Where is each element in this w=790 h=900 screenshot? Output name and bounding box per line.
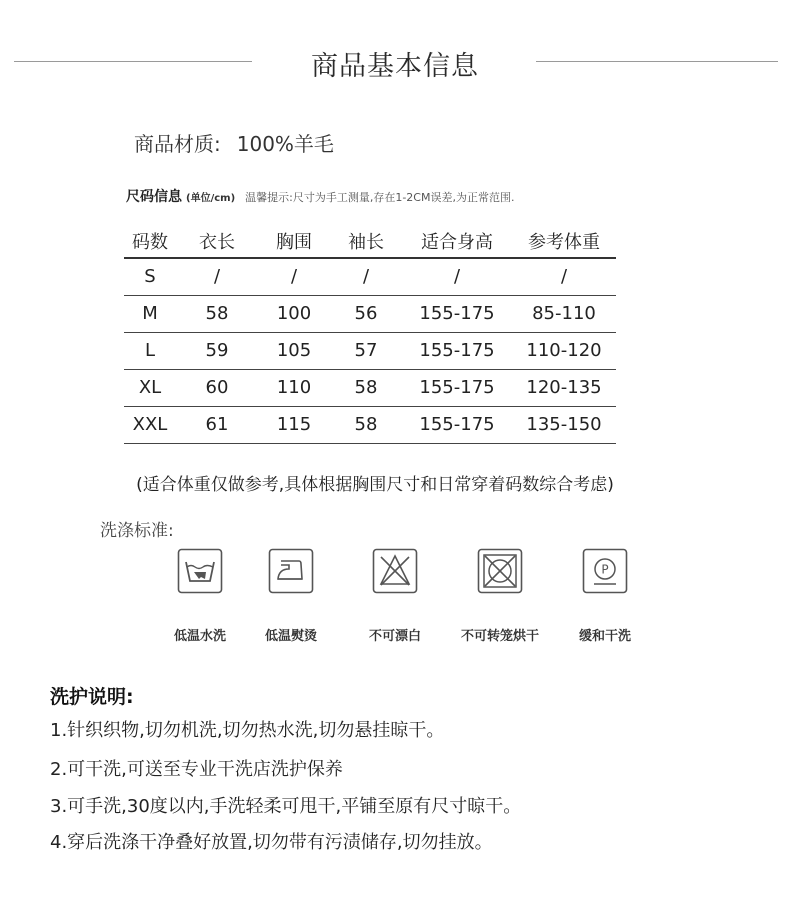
size-info-header: [126, 186, 514, 206]
table-cell: 115: [258, 406, 330, 443]
table-cell: 56: [330, 295, 402, 332]
table-cell: M: [124, 295, 176, 332]
col-header-sleeve: 袖长: [330, 224, 402, 258]
size-unit: (单位/cm): [186, 193, 236, 204]
care-item: 1.针织织物,切勿机洗,切勿热水洗,切勿悬挂晾干。: [50, 720, 445, 741]
wash-label-low-temp-iron: 低温熨烫: [264, 629, 317, 644]
table-cell: 110-120: [512, 332, 616, 369]
col-header-size: 码数: [124, 224, 176, 258]
table-cell: 135-150: [512, 406, 616, 443]
col-header-height: 适合身高: [402, 224, 512, 258]
size-note: (适合体重仅做参考,具体根据胸围尺寸和日常穿着码数综合考虑): [136, 475, 614, 495]
material-info: [134, 128, 334, 157]
table-cell: /: [512, 258, 616, 295]
table-cell: 155-175: [402, 332, 512, 369]
table-row: [124, 295, 616, 332]
wash-label-low-temp-wash: 低温水洗: [173, 629, 226, 644]
table-row: [124, 258, 616, 295]
table-cell: 155-175: [402, 406, 512, 443]
svg-text:P: P: [601, 562, 609, 577]
page-title: 商品基本信息: [311, 51, 479, 82]
table-cell: L: [124, 332, 176, 369]
table-cell: 100: [258, 295, 330, 332]
care-instructions-heading: 洗护说明:: [50, 686, 134, 708]
no-tumble-dry-icon: [477, 548, 523, 594]
measurement-tip: 温馨提示:尺寸为手工测量,存在1-2CM误差,为正常范围.: [245, 191, 515, 204]
table-row: [124, 406, 616, 443]
section-header: [0, 40, 790, 84]
table-cell: XL: [124, 369, 176, 406]
table-row: [124, 369, 616, 406]
table-cell: 85-110: [512, 295, 616, 332]
low-temp-wash-icon: [177, 548, 223, 594]
table-cell: /: [258, 258, 330, 295]
table-cell: 58: [176, 295, 258, 332]
col-header-length: 衣长: [176, 224, 258, 258]
table-cell: /: [330, 258, 402, 295]
care-item: 2.可干洗,可送至专业干洗店洗护保养: [50, 759, 343, 780]
size-table: [124, 224, 616, 444]
size-table-header-row: [124, 224, 616, 258]
table-cell: 58: [330, 406, 402, 443]
table-cell: 61: [176, 406, 258, 443]
care-item: 3.可手洗,30度以内,手洗轻柔可甩干,平铺至原有尺寸晾干。: [50, 796, 522, 817]
gentle-dry-clean-icon: [582, 548, 628, 594]
wash-label-gentle-dry-clean: 缓和干洗: [578, 629, 631, 644]
table-cell: 120-135: [512, 369, 616, 406]
table-cell: 58: [330, 369, 402, 406]
size-info-label: 尺码信息: [126, 189, 182, 205]
wash-standard-title: 洗涤标准:: [100, 521, 174, 541]
col-header-weight: 参考体重: [512, 224, 616, 258]
wash-label-no-tumble-dry: 不可转笼烘干: [460, 629, 539, 644]
table-cell: S: [124, 258, 176, 295]
table-cell: /: [402, 258, 512, 295]
table-cell: 155-175: [402, 295, 512, 332]
table-cell: 60: [176, 369, 258, 406]
low-temp-iron-icon: [268, 548, 314, 594]
table-cell: /: [176, 258, 258, 295]
material-value: 100%羊毛: [236, 132, 334, 156]
wash-label-no-bleach: 不可漂白: [368, 629, 421, 644]
material-label: 商品材质:: [134, 132, 221, 156]
table-row: [124, 332, 616, 369]
table-cell: 155-175: [402, 369, 512, 406]
table-cell: 110: [258, 369, 330, 406]
table-cell: 59: [176, 332, 258, 369]
col-header-chest: 胸围: [258, 224, 330, 258]
no-bleach-icon: [372, 548, 418, 594]
table-cell: 105: [258, 332, 330, 369]
table-cell: XXL: [124, 406, 176, 443]
table-cell: 57: [330, 332, 402, 369]
header-divider-right: [536, 61, 778, 62]
care-item: 4.穿后洗涤干净叠好放置,切勿带有污渍储存,切勿挂放。: [50, 832, 493, 853]
